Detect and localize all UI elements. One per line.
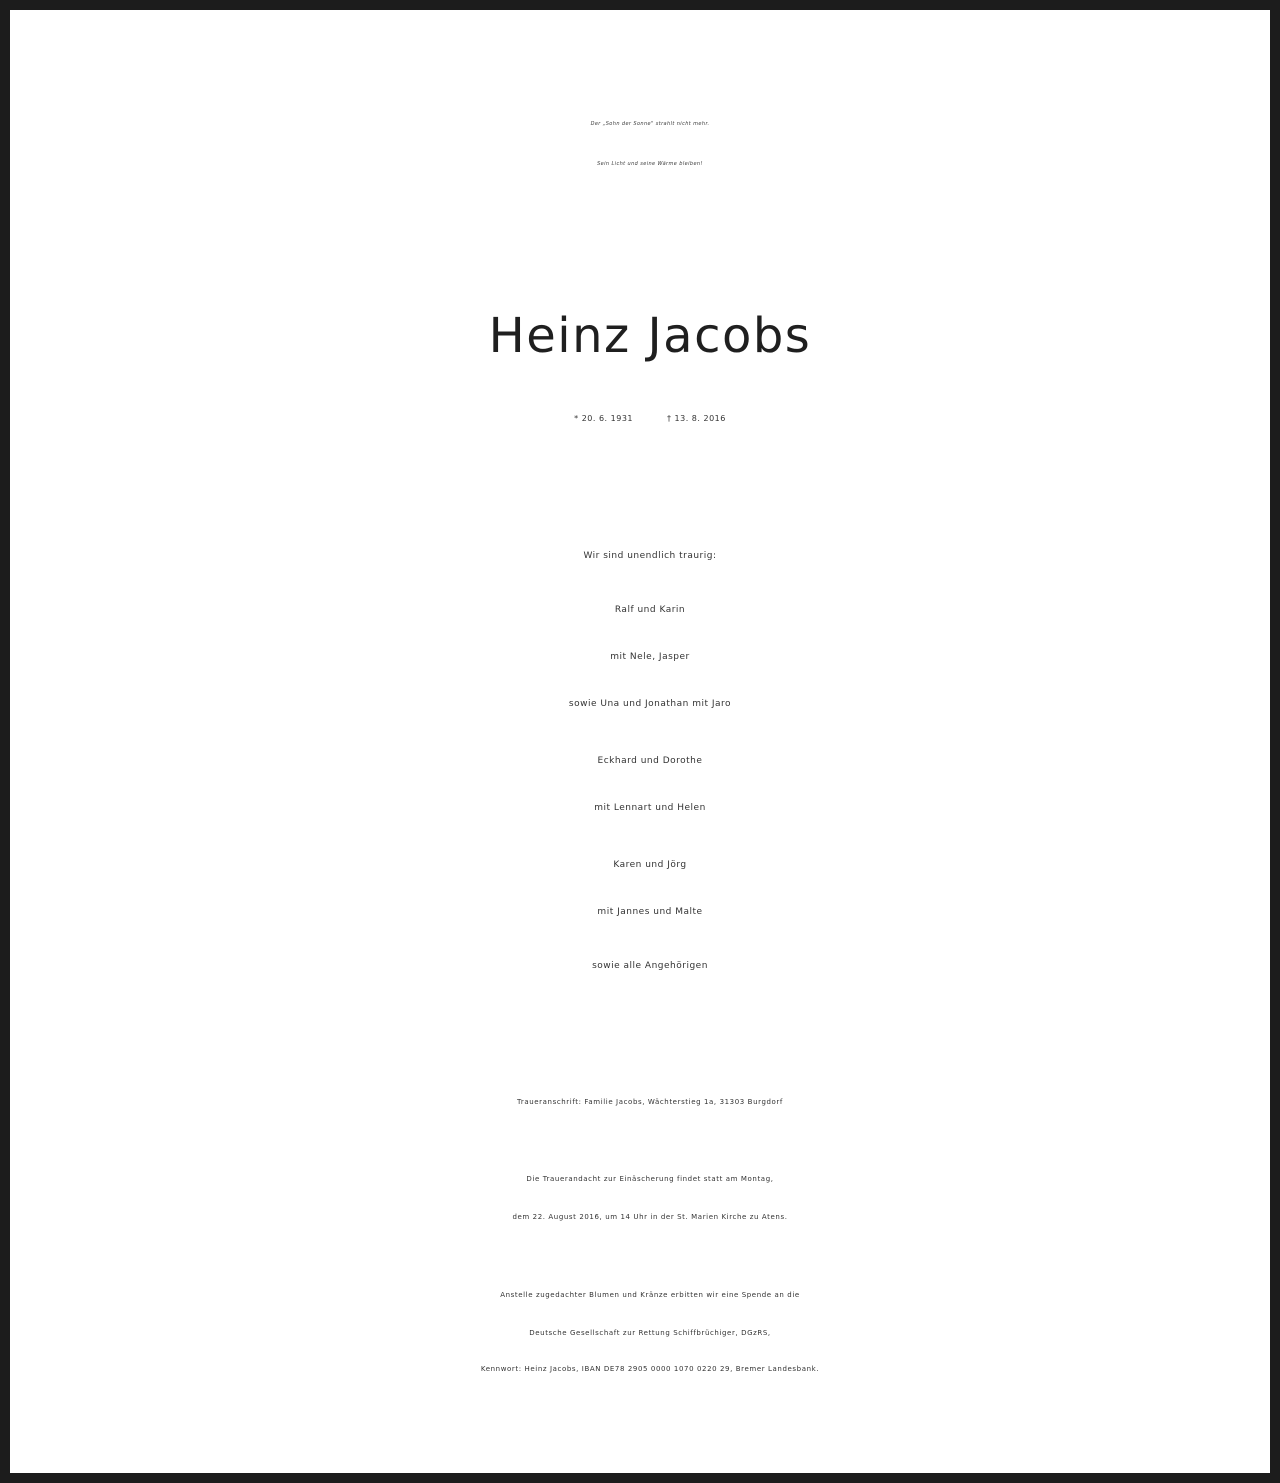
donation-line-2: Deutsche Gesellschaft zur Rettung Schiffbrüchiger, DGzRS, (529, 1329, 771, 1337)
mourners-intro: Wir sind unendlich traurig: (583, 551, 717, 561)
mourner-line: mit Nele, Jasper (610, 652, 690, 662)
deceased-name: Heinz Jacobs (488, 308, 812, 364)
mourner-line: sowie Una und Jonathan mit Jaro (568, 699, 732, 709)
motto-line-2: Sein Licht und seine Wärme bleiben! (597, 161, 703, 167)
donation-line-3: Kennwort: Heinz Jacobs, IBAN DE78 2905 0000 1070 0220 29, Bremer Landesbank. (480, 1365, 820, 1373)
mourner-line: mit Lennart und Helen (594, 803, 706, 813)
mourner-line: mit Jannes und Malte (597, 907, 703, 917)
birth-date: * 20. 6. 1931 (574, 414, 633, 423)
funeral-address: Traueranschrift: Familie Jacobs, Wächterstieg 1a, 31303 Burgdorf (517, 1098, 783, 1106)
mourner-line: Ralf und Karin (614, 605, 686, 615)
life-dates (10, 415, 1280, 423)
donation-line-1: Anstelle zugedachter Blumen und Kränze erbitten wir eine Spende an die (500, 1291, 800, 1299)
mourner-line: Karen und Jörg (613, 860, 687, 870)
mourner-line: sowie alle Angehörigen (592, 961, 708, 971)
motto-line-1: Der „Sohn der Sonne" strahlt nicht mehr. (590, 121, 710, 127)
ceremony-line-2: dem 22. August 2016, um 14 Uhr in der St. Marien Kirche zu Atens. (512, 1213, 788, 1221)
mourner-line: Eckhard und Dorothe (597, 756, 703, 766)
ceremony-line-1: Die Trauerandacht zur Einäscherung findet statt am Montag, (526, 1175, 774, 1183)
death-date: † 13. 8. 2016 (667, 414, 726, 423)
